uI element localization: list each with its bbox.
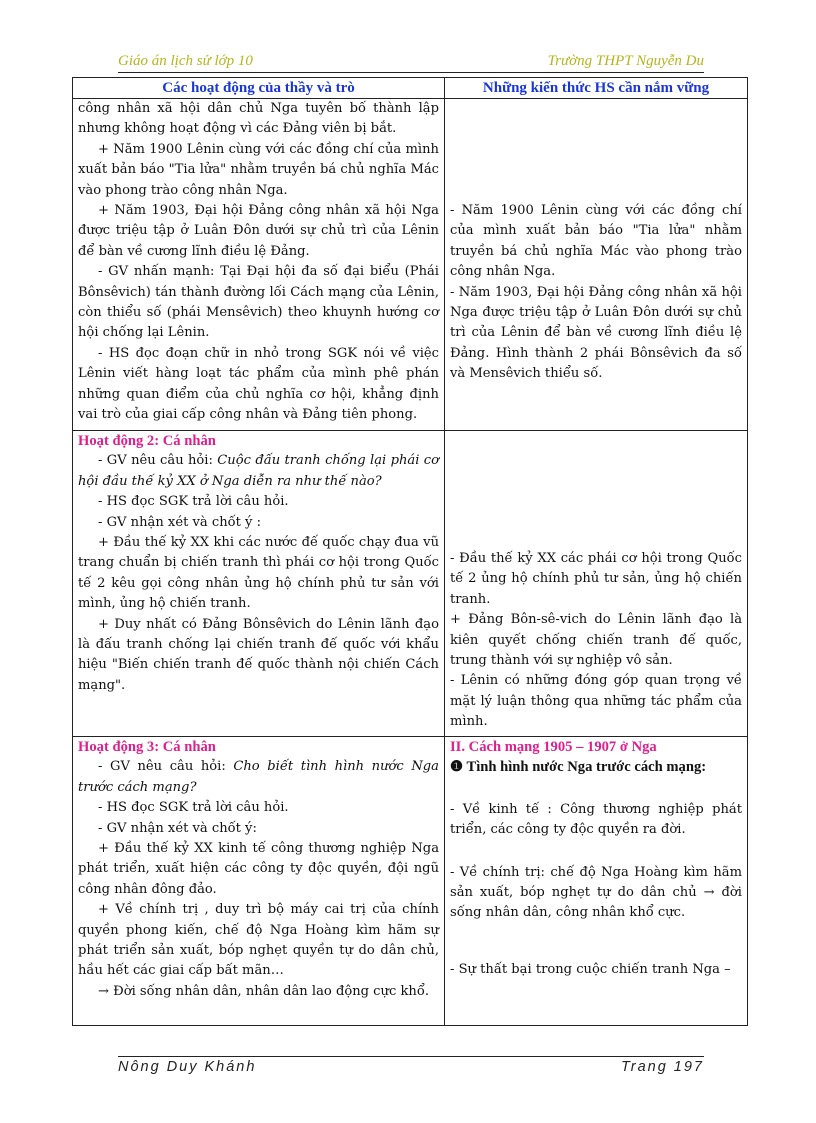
paragraph: + Đầu thế kỷ XX kinh tế công thương nghiệp Nga phát triển, xuất hiện các công ty độc quyền, đội ngũ công nhân đông đảo.: [78, 841, 439, 897]
question-prefix: - GV nêu câu hỏi:: [98, 759, 234, 775]
paragraph: công nhân xã hội dân chủ Nga tuyên bố thành lập nhưng không hoạt động vì các Đảng viên bị bắt.: [78, 101, 439, 137]
table-row: [73, 431, 748, 737]
paragraph: - Sự thất bại trong cuộc chiến tranh Nga –: [450, 961, 731, 977]
question-paragraph: [78, 757, 439, 798]
footer-page-number: Trang 197: [620, 1059, 704, 1075]
paragraph: - HS đọc đoạn chữ in nhỏ trong SGK nói về việc Lênin viết hàng loạt tác phẩm của mình phê phán những quan điểm của chủ nghĩa cơ hội, khẳng định vai trò của giai cấp công nhân và Đảng tiên phong.: [78, 345, 439, 423]
paragraph: - Về chính trị: chế độ Nga Hoàng kìm hãm sản xuất, bóp nghẹt tự do dân chủ → đời sống nhân dân, công nhân khổ cực.: [450, 864, 742, 921]
row2-knowledge: [445, 431, 748, 737]
header-school: Trường THPT Nguyễn Du: [547, 53, 704, 69]
col2-header: Những kiến thức HS cần nắm vững: [445, 78, 748, 99]
paragraph: + Duy nhất có Đảng Bônsêvich do Lênin lãnh đạo là đấu tranh chống lại chiến tranh đế quốc với khẩu hiệu "Biến chiến tranh đế quốc thành nội chiến Cách mạng".: [78, 616, 439, 693]
table-header-row: [73, 78, 748, 99]
paragraph: + Đảng Bôn-sê-vich do Lênin lãnh đạo là kiên quyết chống chiến tranh đế quốc, trung thành với sự nghiệp vô sản.: [450, 612, 742, 669]
page-footer: [118, 1056, 704, 1079]
footer-author: Nông Duy Khánh: [118, 1059, 257, 1075]
table-row: [73, 737, 748, 1026]
subsection-heading: ❶ Tình hình nước Nga trước cách mạng:: [450, 759, 707, 776]
section-heading: II. Cách mạng 1905 – 1907 ở Nga: [450, 739, 657, 755]
row2-activities: [73, 431, 445, 737]
row1-activities: [73, 99, 445, 431]
activity-title: Hoạt động 3: Cá nhân: [78, 739, 216, 755]
paragraph: + Năm 1900 Lênin cùng với các đồng chí của mình xuất bản báo "Tia lửa" nhằm truyền bá chủ nghĩa Mác vào phong trào công nhân Nga.: [78, 141, 439, 198]
row1-knowledge: [445, 99, 748, 431]
activity-title: Hoạt động 2: Cá nhân: [78, 433, 216, 449]
question-paragraph: [78, 451, 439, 492]
paragraph: - HS đọc SGK trả lời câu hỏi.: [98, 494, 289, 510]
paragraph: + Năm 1903, Đại hội Đảng công nhân xã hội Nga được triệu tập ở Luân Đôn dưới sự chủ trì của Lênin để bàn về cương lĩnh điều lệ Đảng.: [78, 203, 439, 259]
paragraph: → Đời sống nhân dân, nhân dân lao động cực khổ.: [98, 983, 429, 999]
question-text: Cuộc đấu tranh chống lại phái cơ hội đầu thế kỷ XX ở Nga diễn ra như thế nào?: [78, 453, 439, 489]
paragraph: - GV nhận xét và chốt ý :: [98, 514, 262, 530]
table-row: [73, 99, 748, 431]
col1-header: Các hoạt động của thầy và trò: [73, 78, 445, 99]
paragraph: - Năm 1903, Đại hội Đảng công nhân xã hội Nga được triệu tập ở Luân Đôn dưới sự chủ trì của Lênin để bàn về cương lĩnh điều lệ Đảng. Hình thành 2 phái Bônsêvich đa số và Mensêvich thiểu số.: [450, 284, 742, 382]
question-text: Cho biết tình hình nước Nga trước cách mạng?: [78, 759, 439, 795]
paragraph: - GV nhận xét và chốt ý:: [98, 820, 257, 836]
row3-activities: [73, 737, 445, 1026]
paragraph: + Đầu thế kỷ XX khi các nước đế quốc chạy đua vũ trang chuẩn bị chiến tranh thì phái cơ hội trong Quốc tế 2 kêu gọi công nhân ủng hộ chính phủ tư sản với mình, ủng hộ chiến tranh.: [78, 535, 439, 612]
paragraph: - Năm 1900 Lênin cùng với các đồng chí của mình xuất bản báo "Tia lửa" nhằm truyền bá chủ nghĩa Mác vào phong trào công nhân Nga.: [450, 203, 742, 280]
paragraph: - Về kinh tế : Công thương nghiệp phát triển, các công ty độc quyền ra đời.: [450, 801, 742, 838]
paragraph: - Lênin có những đóng góp quan trọng về mặt lý luận thông qua những tác phẩm của mình.: [450, 673, 742, 730]
lesson-table: [72, 77, 748, 1026]
paragraph: + Về chính trị , duy trì bộ máy cai trị của chính quyền phong kiến, chế độ Nga Hoàng kìm hãm sự phát triển sản xuất, bóp nghẹt quyền tự do dân chủ, hầu hết các giai cấp bất mãn…: [78, 902, 439, 979]
paragraph: - HS đọc SGK trả lời câu hỏi.: [98, 800, 289, 816]
question-prefix: - GV nêu câu hỏi:: [98, 453, 218, 469]
page-header: [118, 50, 704, 73]
row3-knowledge: [445, 737, 748, 1026]
paragraph: - Đầu thế kỷ XX các phái cơ hội trong Quốc tế 2 ủng hộ chính phủ tư sản, ủng hộ chiến tranh.: [450, 551, 742, 607]
header-subject: Giáo án lịch sử lớp 10: [118, 53, 253, 69]
paragraph: - GV nhấn mạnh: Tại Đại hội đa số đại biểu (Phái Bônsêvich) tán thành đường lối Cách mạng của Lênin, còn thiểu số (phái Mensêvich) theo khuynh hướng cơ hội chống lại Lênin.: [78, 264, 439, 341]
